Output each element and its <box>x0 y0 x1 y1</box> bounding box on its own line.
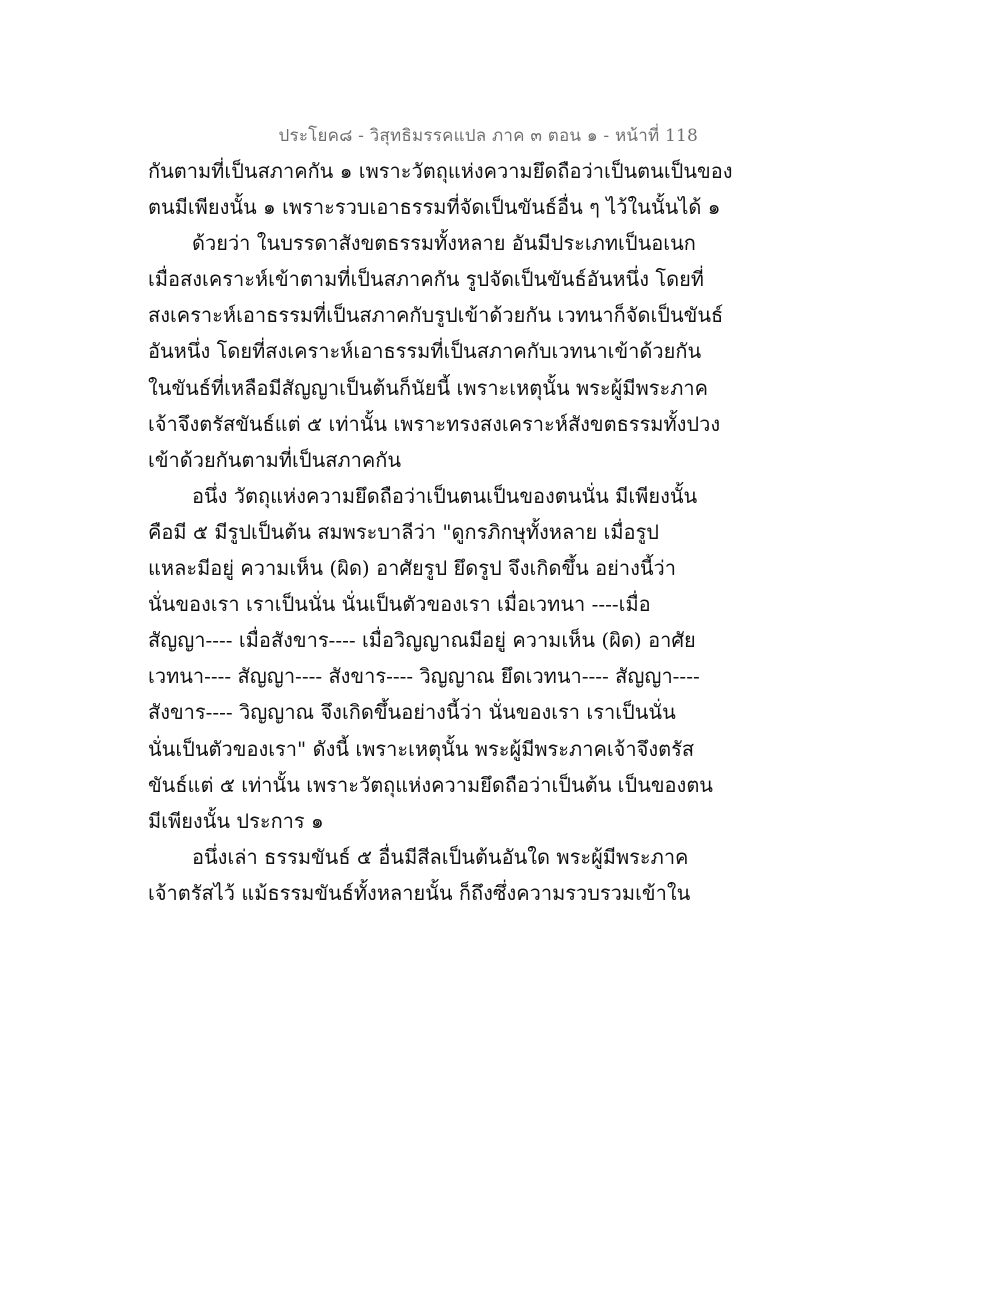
text-line: เข้าด้วยกันตามที่เป็นสภาคกัน <box>148 447 402 472</box>
text-line: นั่นของเรา เราเป็นนั่น นั่นเป็นตัวของเรา เมื่อเวทนา ----เมื่อ <box>148 592 651 617</box>
text-line: นั่นเป็นตัวของเรา" ดังนี้ เพราะเหตุนั้น พระผู้มีพระภาคเจ้าจึงตรัส <box>148 736 695 761</box>
paragraph-start-line: อนึ่งเล่า ธรรมขันธ์ ๕ อื่นมีสีลเป็นต้นอันใด พระผู้มีพระภาค <box>192 844 689 869</box>
body-text <box>148 153 733 911</box>
paragraph-start-line: ด้วยว่า ในบรรดาสังขตธรรมทั้งหลาย อันมีประเภทเป็นอเนก <box>192 231 696 256</box>
text-line: เมื่อสงเคราะห์เข้าตามที่เป็นสภาคกัน รูปจัดเป็นขันธ์อันหนึ่ง โดยที่ <box>148 267 704 292</box>
text-line: สังขาร---- วิญญาณ จึงเกิดขึ้นอย่างนี้ว่า นั่นของเรา เราเป็นนั่น <box>148 700 676 725</box>
text-line: มีเพียงนั้น ประการ ๑ <box>148 808 324 833</box>
text-line: เจ้าตรัสไว้ แม้ธรรมขันธ์ทั้งหลายนั้น ก็ถึงซึ่งความรวบรวมเข้าใน <box>148 880 691 905</box>
text-line: ตนมีเพียงนั้น ๑ เพราะรวบเอาธรรมที่จัดเป็นขันธ์อื่น ๆ ไว้ในนั้นได้ ๑ <box>148 195 721 220</box>
text-line: สัญญา---- เมื่อสังขาร---- เมื่อวิญญาณมีอยู่ ความเห็น (ผิด) อาศัย <box>148 628 696 653</box>
text-line: ในขันธ์ที่เหลือมีสัญญาเป็นต้นก็นัยนี้ เพราะเหตุนั้น พระผู้มีพระภาค <box>148 375 709 400</box>
running-header: ประโยค๘ - วิสุทธิมรรคแปล ภาค ๓ ตอน ๑ - หน้าที่ 118 <box>278 126 698 146</box>
paragraph-start-line: อนึ่ง วัตถุแห่งความยึดถือว่าเป็นตนเป็นของตนนั่น มีเพียงนั้น <box>192 483 698 508</box>
text-line: แหละมีอยู่ ความเห็น (ผิด) อาศัยรูป ยึดรูป จึงเกิดขึ้น อย่างนี้ว่า <box>148 556 677 581</box>
text-line: กันตามที่เป็นสภาคกัน ๑ เพราะวัตถุแห่งความยึดถือว่าเป็นตนเป็นของ <box>148 159 733 183</box>
text-line: สงเคราะห์เอาธรรมที่เป็นสภาคกับรูปเข้าด้วยกัน เวทนาก็จัดเป็นขันธ์ <box>148 303 724 328</box>
text-line: อันหนึ่ง โดยที่สงเคราะห์เอาธรรมที่เป็นสภาคกับเวทนาเข้าด้วยกัน <box>148 339 702 364</box>
text-line: ขันธ์แต่ ๕ เท่านั้น เพราะวัตถุแห่งความยึดถือว่าเป็นต้น เป็นของตน <box>148 772 713 797</box>
text-line: คือมี ๕ มีรูปเป็นต้น สมพระบาลีว่า "ดูกรภิกษุทั้งหลาย เมื่อรูป <box>148 519 660 544</box>
text-line: เจ้าจึงตรัสขันธ์แต่ ๕ เท่านั้น เพราะทรงสงเคราะห์สังขตธรรมทั้งปวง <box>148 411 721 436</box>
text-line: เวทนา---- สัญญา---- สังขาร---- วิญญาณ ยึดเวทนา---- สัญญา---- <box>148 664 700 689</box>
